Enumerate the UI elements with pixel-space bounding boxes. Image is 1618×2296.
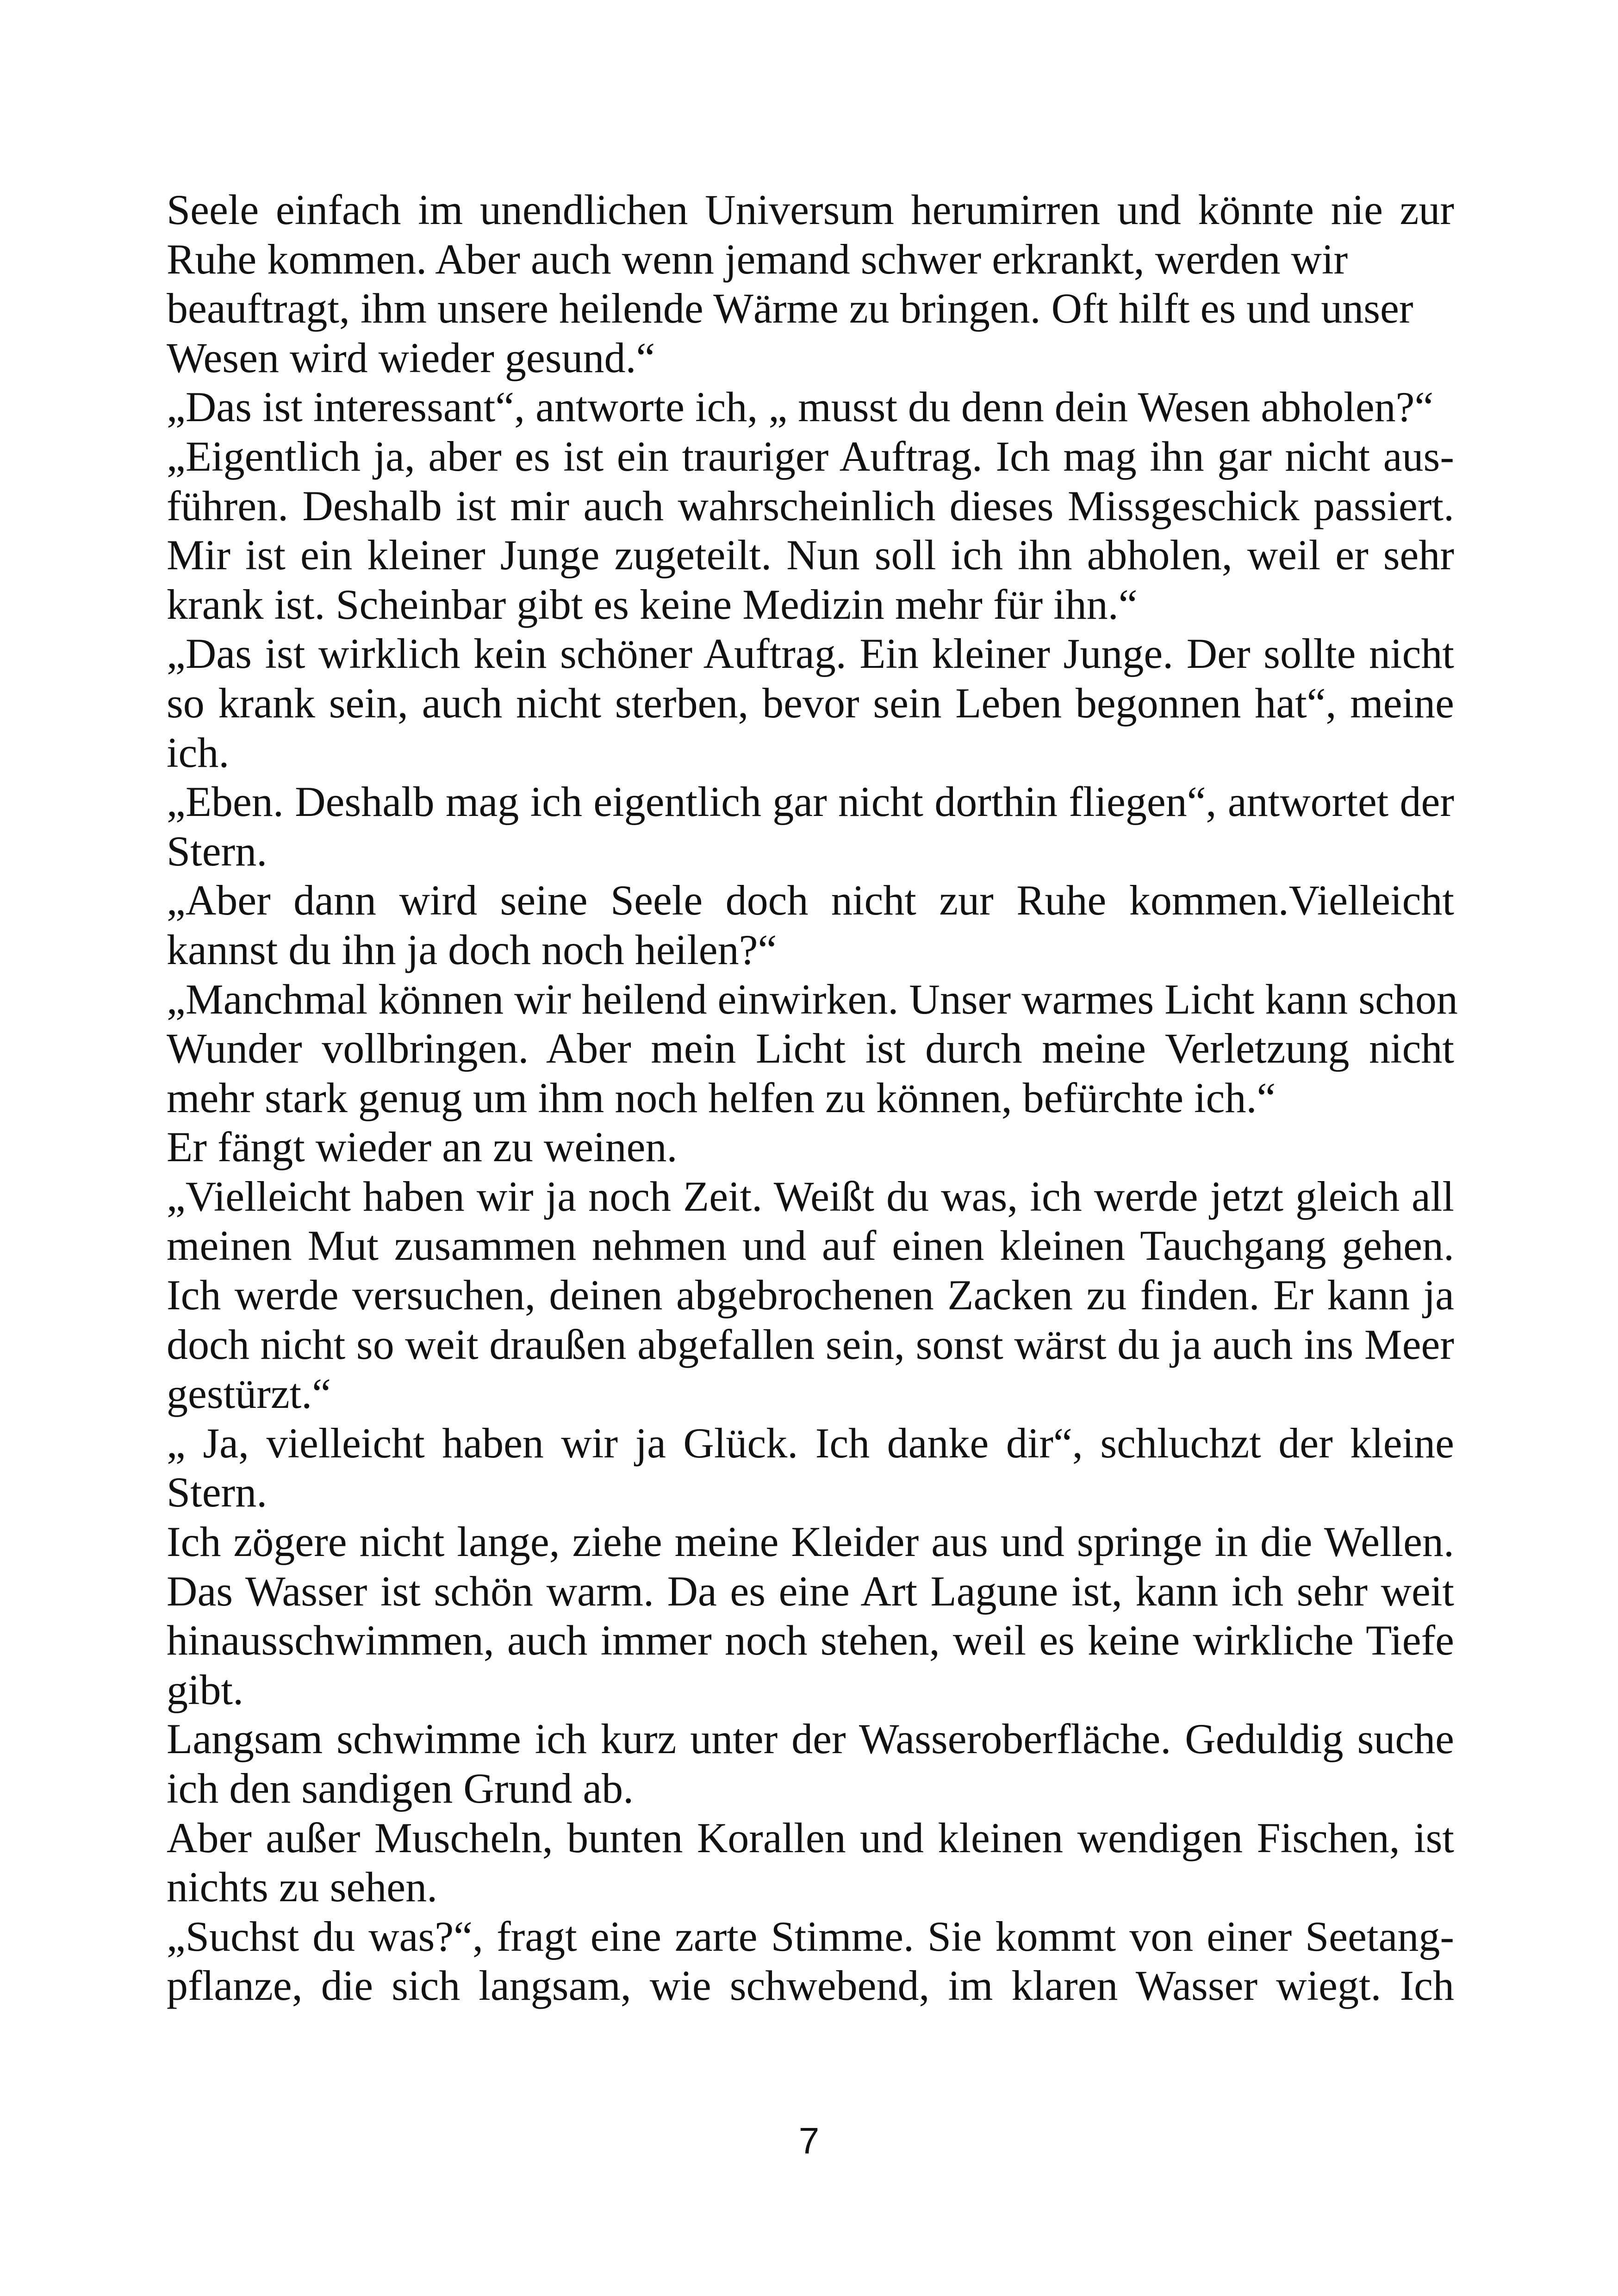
text-line: „Suchst du was?“, fragt eine zarte Stimme. Sie kommt von einer Seetang-	[167, 1912, 1454, 1960]
text-line: Er fängt wieder an zu weinen.	[167, 1123, 678, 1171]
text-line: „Das ist wirklich kein schöner Auftrag. Ein kleiner Junge. Der sollte nicht	[167, 630, 1454, 678]
text-line: Ruhe kommen. Aber auch wenn jemand schwer erkrankt, werden wir	[167, 235, 1348, 283]
text-line: pflanze, die sich langsam, wie schwebend, im klaren Wasser wiegt. Ich	[167, 1962, 1454, 2010]
text-line: ich den sandigen Grund ab.	[167, 1765, 634, 1812]
text-line: Mir ist ein kleiner Junge zugeteilt. Nun soll ich ihn abholen, weil er sehr	[167, 531, 1454, 579]
text-line: gestürzt.“	[167, 1370, 331, 1418]
text-line: hinausschwimmen, auch immer noch stehen, weil es keine wirkliche Tiefe	[167, 1617, 1454, 1664]
text-line: Stern.	[167, 1468, 268, 1516]
text-line: kannst du ihn ja doch noch heilen?“	[167, 926, 777, 973]
text-line: doch nicht so weit draußen abgefallen sein, sonst wärst du ja auch ins Meer	[167, 1320, 1454, 1368]
text-line: Langsam schwimme ich kurz unter der Wasseroberfläche. Geduldig suche	[167, 1715, 1454, 1763]
text-line: Aber außer Muscheln, bunten Korallen und kleinen wendigen Fischen, ist	[167, 1814, 1454, 1861]
text-line: Wunder vollbringen. Aber mein Licht ist durch meine Verletzung nicht	[167, 1025, 1454, 1072]
text-line: mehr stark genug um ihm noch helfen zu können, befürchte ich.“	[167, 1074, 1276, 1121]
page-number: 7	[798, 2120, 820, 2161]
text-line: „Manchmal können wir heilend einwirken. Unser warmes Licht kann schon	[167, 975, 1458, 1023]
text-line: nichts zu sehen.	[167, 1863, 438, 1911]
text-line: so krank sein, auch nicht sterben, bevor sein Leben begonnen hat“, meine	[167, 679, 1454, 727]
text-line: „Das ist interessant“, antworte ich, „ musst du denn dein Wesen abholen?“	[167, 383, 1434, 431]
text-line: gibt.	[167, 1666, 244, 1713]
text-line: „Eben. Deshalb mag ich eigentlich gar nicht dorthin fliegen“, antwortet der	[167, 778, 1454, 826]
text-line: Ich zögere nicht lange, ziehe meine Kleider aus und springe in die Wellen.	[167, 1518, 1454, 1566]
text-line: Stern.	[167, 827, 268, 875]
text-line: Seele einfach im unendlichen Universum herumirren und könnte nie zur	[167, 186, 1454, 233]
text-line: führen. Deshalb ist mir auch wahrscheinlich dieses Missgeschick passiert.	[167, 482, 1454, 529]
text-line: meinen Mut zusammen nehmen und auf einen kleinen Tauchgang gehen.	[167, 1222, 1454, 1269]
text-line: Wesen wird wieder gesund.“	[167, 334, 655, 381]
text-line: ich.	[167, 728, 230, 776]
text-line: „Eigentlich ja, aber es ist ein trauriger Auftrag. Ich mag ihn gar nicht aus-	[167, 432, 1454, 480]
text-line: Das Wasser ist schön warm. Da es eine Art Lagune ist, kann ich sehr weit	[167, 1567, 1454, 1615]
body-text	[167, 185, 1458, 2010]
text-line: krank ist. Scheinbar gibt es keine Medizin mehr für ihn.“	[167, 580, 1138, 628]
text-line: „Aber dann wird seine Seele doch nicht zur Ruhe kommen.Vielleicht	[167, 877, 1454, 924]
text-line: „Vielleicht haben wir ja noch Zeit. Weißt du was, ich werde jetzt gleich all	[167, 1172, 1454, 1220]
text-line: Ich werde versuchen, deinen abgebrochenen Zacken zu finden. Er kann ja	[167, 1271, 1454, 1319]
text-line: beauftragt, ihm unsere heilende Wärme zu bringen. Oft hilft es und unser	[167, 285, 1413, 332]
text-line: „ Ja, vielleicht haben wir ja Glück. Ich danke dir“, schluchzt der kleine	[167, 1419, 1454, 1467]
